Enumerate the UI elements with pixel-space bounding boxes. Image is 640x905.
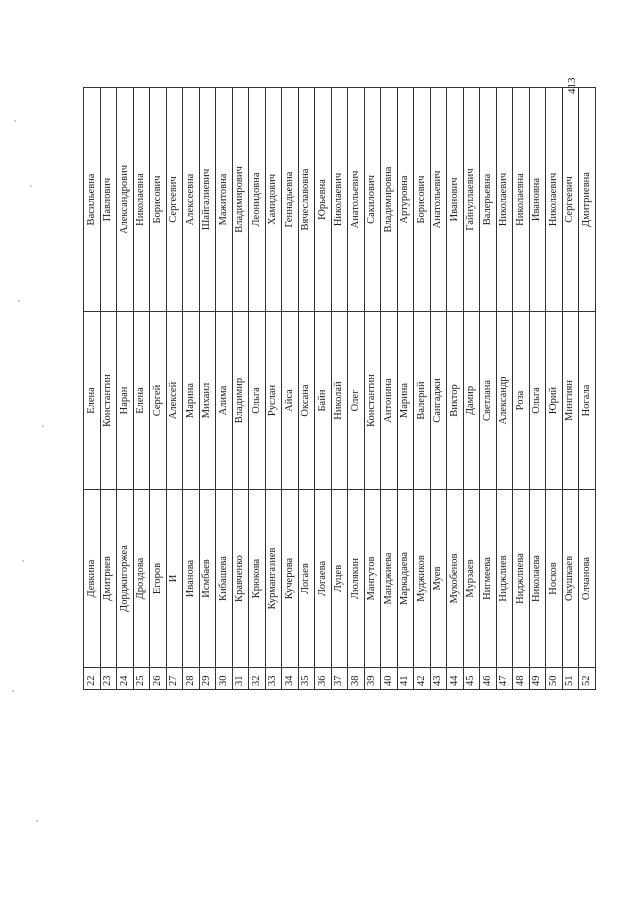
last-name-cell: Дорджигоржеа (117, 490, 134, 668)
row-number-cell: 48 (513, 668, 530, 690)
patronymic-cell: Мажитовна (216, 88, 233, 312)
last-name-cell: Дроздова (133, 490, 150, 668)
row-number-cell: 44 (447, 668, 464, 690)
table-row (282, 88, 299, 690)
page-number-text: 413 (566, 77, 578, 94)
first-name-cell: Алима (216, 312, 233, 490)
first-name-cell: Ольга (529, 312, 546, 490)
table-row (166, 88, 183, 690)
first-name-cell: Валерий (414, 312, 431, 490)
table-row (546, 88, 563, 690)
row-number-cell: 32 (249, 668, 266, 690)
patronymic-cell: Николаевич (496, 88, 513, 312)
last-name-cell: Маркадаева (397, 490, 414, 668)
row-number-cell: 50 (546, 668, 563, 690)
last-name-cell: Крюкова (249, 490, 266, 668)
patronymic-cell: Васильевна (84, 88, 101, 312)
patronymic-cell: Гайнуллаевич (463, 88, 480, 312)
table-row (562, 88, 579, 690)
roster-table-rotated (83, 88, 592, 690)
last-name-cell: Николаева (529, 490, 546, 668)
row-number-cell: 29 (199, 668, 216, 690)
first-name-cell: Олег (348, 312, 365, 490)
row-number-cell: 43 (430, 668, 447, 690)
first-name-cell: Юрий (546, 312, 563, 490)
row-number-cell: 40 (381, 668, 398, 690)
first-name-cell: Виктор (447, 312, 464, 490)
patronymic-cell: Вячеславовна (298, 88, 315, 312)
row-number-cell: 30 (216, 668, 233, 690)
last-name-cell: Кучерова (282, 490, 299, 668)
row-number-cell: 42 (414, 668, 431, 690)
first-name-cell: Сангаджи (430, 312, 447, 490)
table-row (414, 88, 431, 690)
last-name-cell: Мангутов (364, 490, 381, 668)
last-name-cell: И (166, 490, 183, 668)
last-name-cell: Мурзаев (463, 490, 480, 668)
table-row (133, 88, 150, 690)
last-name-cell: Ниджлиева (513, 490, 530, 668)
table-row (513, 88, 530, 690)
patronymic-cell: Павлович (100, 88, 117, 312)
first-name-cell: Дамир (463, 312, 480, 490)
table-row (364, 88, 381, 690)
table-row (331, 88, 348, 690)
row-number-cell: 25 (133, 668, 150, 690)
last-name-cell: Девкина (84, 490, 101, 668)
scan-speck (42, 425, 44, 427)
row-number-cell: 45 (463, 668, 480, 690)
table-row (529, 88, 546, 690)
patronymic-cell: Сергеевич (166, 88, 183, 312)
patronymic-cell: Дмитриевна (579, 88, 596, 312)
patronymic-cell: Артуровна (397, 88, 414, 312)
last-name-cell: Дмитриев (100, 490, 117, 668)
row-number-cell: 51 (562, 668, 579, 690)
scan-speck (22, 560, 24, 562)
last-name-cell: Муев (430, 490, 447, 668)
row-number-cell: 33 (265, 668, 282, 690)
first-name-cell: Марина (397, 312, 414, 490)
last-name-cell: Исмбаев (199, 490, 216, 668)
roster-table-wrapper (83, 88, 592, 690)
row-number-cell: 39 (364, 668, 381, 690)
first-name-cell: Марина (183, 312, 200, 490)
row-number-cell: 37 (331, 668, 348, 690)
patronymic-cell: Леонидовна (249, 88, 266, 312)
last-name-cell: Окушкаев (562, 490, 579, 668)
table-row (265, 88, 282, 690)
patronymic-cell: Алексеевна (183, 88, 200, 312)
table-row (216, 88, 233, 690)
table-row (100, 88, 117, 690)
last-name-cell: Логаев (298, 490, 315, 668)
patronymic-cell: Валерьевна (480, 88, 497, 312)
patronymic-cell: Николаевич (331, 88, 348, 312)
last-name-cell: Муджиков (414, 490, 431, 668)
last-name-cell: Мукобенов (447, 490, 464, 668)
patronymic-cell: Хамидович (265, 88, 282, 312)
patronymic-cell: Сакилович (364, 88, 381, 312)
first-name-cell: Ногала (579, 312, 596, 490)
row-number-cell: 24 (117, 668, 134, 690)
last-name-cell: Луцев (331, 490, 348, 668)
last-name-cell: Кравченко (232, 490, 249, 668)
table-row (199, 88, 216, 690)
first-name-cell: Светлана (480, 312, 497, 490)
row-number-cell: 52 (579, 668, 596, 690)
table-row (579, 88, 596, 690)
patronymic-cell: Владимировна (381, 88, 398, 312)
row-number-cell: 35 (298, 668, 315, 690)
table-row (298, 88, 315, 690)
first-name-cell: Роза (513, 312, 530, 490)
table-row (117, 88, 134, 690)
row-number-cell: 46 (480, 668, 497, 690)
patronymic-cell: Николаевна (133, 88, 150, 312)
first-name-cell: Мингиян (562, 312, 579, 490)
patronymic-cell: Анатольевич (348, 88, 365, 312)
first-name-cell: Оксана (298, 312, 315, 490)
table-row (480, 88, 497, 690)
table-row (232, 88, 249, 690)
first-name-cell: Владимир (232, 312, 249, 490)
patronymic-cell: Борисович (414, 88, 431, 312)
table-row (84, 88, 101, 690)
row-number-cell: 27 (166, 668, 183, 690)
roster-table-body (84, 88, 596, 690)
row-number-cell: 41 (397, 668, 414, 690)
last-name-cell: Кибашева (216, 490, 233, 668)
row-number-cell: 49 (529, 668, 546, 690)
row-number-cell: 28 (183, 668, 200, 690)
first-name-cell: Байн (315, 312, 332, 490)
roster-table (83, 87, 596, 690)
table-row (150, 88, 167, 690)
scan-speck (30, 185, 32, 187)
patronymic-cell: Александрович (117, 88, 134, 312)
first-name-cell: Михаил (199, 312, 216, 490)
patronymic-cell: Николаевна (513, 88, 530, 312)
last-name-cell: Курмангазиев (265, 490, 282, 668)
row-number-cell: 23 (100, 668, 117, 690)
table-row (348, 88, 365, 690)
scan-speck (14, 120, 16, 122)
row-number-cell: 31 (232, 668, 249, 690)
patronymic-cell: Геннадьевна (282, 88, 299, 312)
first-name-cell: Ольга (249, 312, 266, 490)
patronymic-cell: Иванович (447, 88, 464, 312)
last-name-cell: Логаева (315, 490, 332, 668)
first-name-cell: Руслан (265, 312, 282, 490)
first-name-cell: Сергей (150, 312, 167, 490)
table-row (397, 88, 414, 690)
first-name-cell: Айса (282, 312, 299, 490)
scan-speck (12, 690, 14, 692)
last-name-cell: Олчанова (579, 490, 596, 668)
last-name-cell: Манджиева (381, 490, 398, 668)
first-name-cell: Наран (117, 312, 134, 490)
last-name-cell: Иванова (183, 490, 200, 668)
row-number-cell: 26 (150, 668, 167, 690)
last-name-cell: Егоров (150, 490, 167, 668)
row-number-cell: 34 (282, 668, 299, 690)
scan-speck (18, 300, 20, 302)
patronymic-cell: Николаевич (546, 88, 563, 312)
table-row (183, 88, 200, 690)
patronymic-cell: Шайгалиевич (199, 88, 216, 312)
patronymic-cell: Сергеевич (562, 88, 579, 312)
scan-speck (36, 820, 38, 822)
table-row (249, 88, 266, 690)
first-name-cell: Александр (496, 312, 513, 490)
patronymic-cell: Ивановна (529, 88, 546, 312)
first-name-cell: Константин (364, 312, 381, 490)
patronymic-cell: Владимирович (232, 88, 249, 312)
last-name-cell: Нигмеева (480, 490, 497, 668)
patronymic-cell: Анатольевич (430, 88, 447, 312)
patronymic-cell: Юрьевна (315, 88, 332, 312)
table-row (381, 88, 398, 690)
last-name-cell: Носков (546, 490, 563, 668)
last-name-cell: Люлякин (348, 490, 365, 668)
row-number-cell: 22 (84, 668, 101, 690)
row-number-cell: 36 (315, 668, 332, 690)
first-name-cell: Алексей (166, 312, 183, 490)
table-row (430, 88, 447, 690)
last-name-cell: Ниджлиев (496, 490, 513, 668)
first-name-cell: Елена (84, 312, 101, 490)
table-row (463, 88, 480, 690)
first-name-cell: Антонина (381, 312, 398, 490)
row-number-cell: 47 (496, 668, 513, 690)
table-row (496, 88, 513, 690)
first-name-cell: Константин (100, 312, 117, 490)
patronymic-cell: Борисович (150, 88, 167, 312)
table-row (447, 88, 464, 690)
table-row (315, 88, 332, 690)
first-name-cell: Николай (331, 312, 348, 490)
row-number-cell: 38 (348, 668, 365, 690)
first-name-cell: Елена (133, 312, 150, 490)
